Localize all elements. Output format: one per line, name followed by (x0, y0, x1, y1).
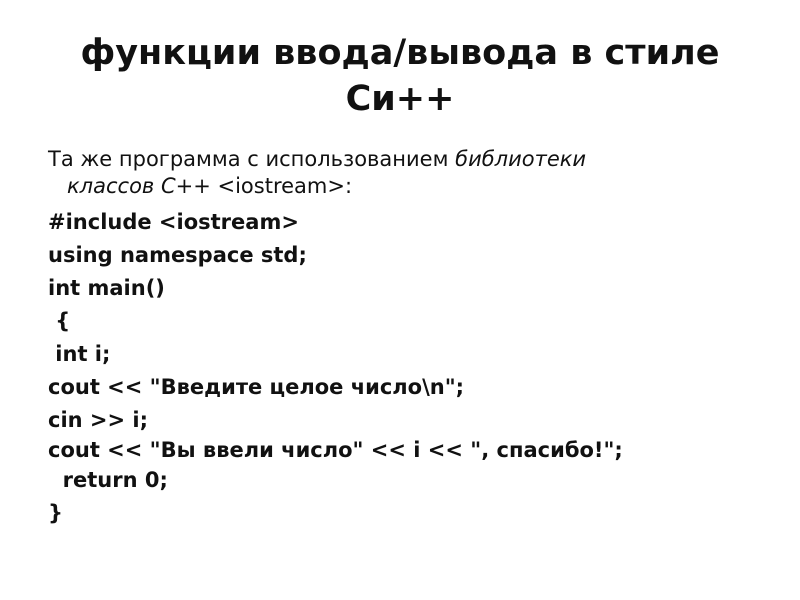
code-line-output: cout << "Вы ввели число" << i << ", спасибо!"; (48, 438, 623, 462)
code-line-include: #include <iostream> (48, 210, 299, 234)
intro-second-line (48, 173, 768, 200)
code-block (48, 206, 768, 530)
code-line-main: int main() (48, 276, 165, 300)
slide-body (48, 146, 768, 530)
intro-paragraph (48, 146, 768, 200)
intro-italic-text-2: классов С++ (67, 174, 211, 198)
code-line-close-brace: } (48, 501, 63, 525)
intro-text: Та же программа с использованием (48, 147, 456, 171)
code-line-return: return 0; (48, 468, 168, 492)
intro-italic-text: библиотеки (455, 147, 587, 171)
code-line-prompt: cout << "Введите целое число\n"; (48, 375, 465, 399)
intro-header-name: <iostream>: (210, 174, 353, 198)
code-line-declaration: int i; (48, 342, 111, 366)
slide-title-line-2: Си++ (345, 79, 455, 119)
code-line-namespace: using namespace std; (48, 243, 307, 267)
code-line-input: cin >> i; (48, 408, 149, 432)
slide-title (0, 30, 800, 122)
code-line-open-brace: { (48, 309, 71, 333)
slide-title-line-1: функции ввода/вывода в стиле (80, 33, 720, 73)
